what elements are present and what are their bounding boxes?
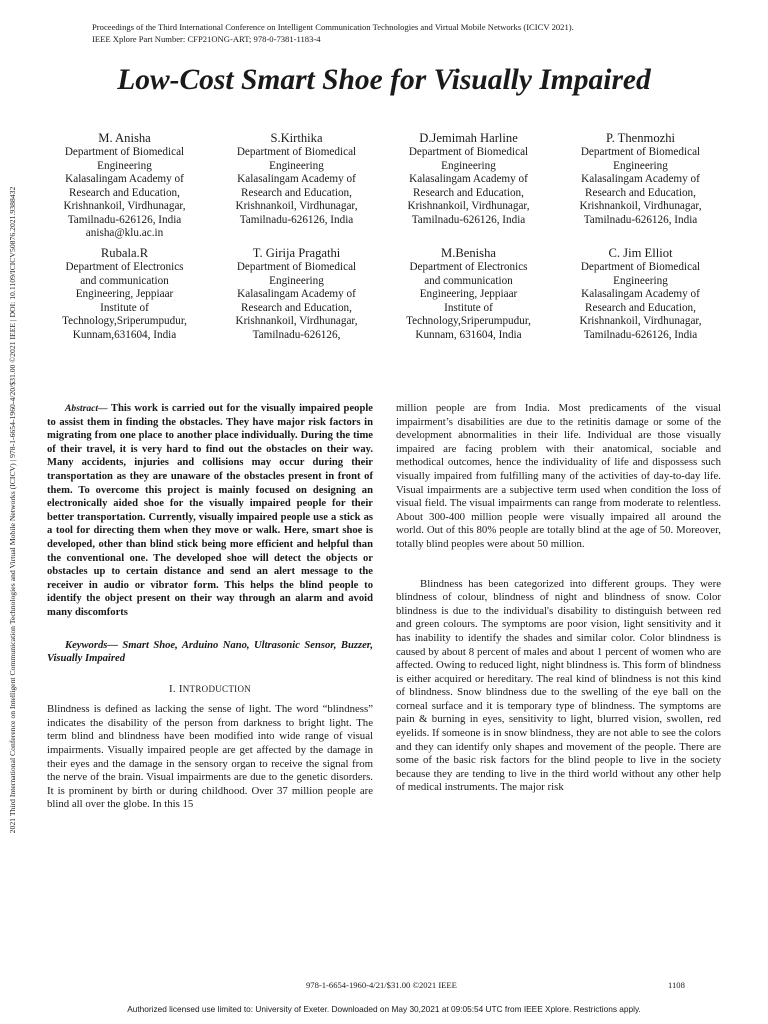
author-name: P. Thenmozhi [605, 131, 676, 145]
author-affil-line: Department of Biomedical [580, 261, 701, 273]
author-affil-line: Krishnankoil, Virdhunagar, [63, 200, 186, 212]
author-email[interactable]: anisha@klu.ac.in [85, 227, 164, 239]
author-affil-line: Tamilnadu-626126, India [239, 213, 354, 226]
author-affil-line: Research and Education, [241, 186, 352, 199]
author-affil-line: Kunnam,631604, India [72, 328, 177, 341]
proceedings-line: Proceedings of the Third International Conference on Intelligent Communication Technologies and Virtual Mobile Networks (ICICV 2021). [92, 22, 574, 32]
author-name: S.Kirthika [270, 131, 323, 145]
section-title-initial: I [178, 682, 183, 695]
author-affil-line: Engineering [269, 159, 324, 172]
author-affil-line: Tamilnadu-626126, India [411, 213, 526, 226]
author-affil-line: Krishnankoil, Virdhunagar, [235, 315, 358, 327]
author-affil-line: Kalasalingam Academy of [237, 288, 356, 300]
author-affil-line: Engineering, Jeppiaar [75, 288, 174, 300]
author-affil-line: Research and Education, [585, 301, 696, 314]
side-citation: 2021 Third International Conference on Intelligent Communication Technologies and Virtual Mobile Networks (ICICV) | 978-1-6654-1960-4/20/$31.00 ©2021 IEEE | DOI: 10.1109/ICICV50876.2021.9388432 [8, 186, 17, 834]
author-affil-line: Kalasalingam Academy of [65, 173, 184, 185]
author-block [558, 245, 723, 342]
author-name: M.Benisha [441, 246, 496, 260]
author-affil-line: Department of Electronics [409, 261, 528, 273]
author-affil-line: Research and Education, [69, 186, 180, 199]
author-affil-line: Kalasalingam Academy of [581, 288, 700, 300]
author-affil-line: Research and Education, [241, 301, 352, 314]
author-affil-line: Institute of [444, 301, 493, 314]
section-number: I. [168, 682, 176, 695]
author-affil-line: Tamilnadu-626126, [252, 328, 341, 341]
body-paragraph: Blindness has been categorized into different groups. They were blindness of colour, blindness of night and blindness of snow. Color blindness is due to the individual's disability to distinguish between red and green colours. The symptoms are poor vision, light sensitivity and it has inability to identify the shades and similar color. Color blindness is caused by about 8 percent of males and about 1 percent of women who are affected. Owing to reduced light, night blindness is. This form of blindness is either acquired or hereditary. The real kind of blindness is not this kind of blindness. Snow blindness due to the swelling of the eye ball on the corneal surface and it is temporary type of blindness. The symptoms are pain & burning in eyes, sensitivity to light, blurred vision, swollen, red eyelids. If someone is in snow blindness, they are not able to see the colors and they can identify only shapes and movement of the people. There are some of the basic risk factors for the blind people to live in the society because they are tending to live in the third world without any other help of medical instruments. The major risk [396, 577, 721, 794]
page-number: 1108 [668, 980, 685, 990]
author-block [214, 130, 379, 227]
author-name: Rubala.R [100, 246, 149, 260]
author-block [386, 130, 551, 227]
author-affil-line: Kunnam, 631604, India [415, 328, 522, 341]
author-block [42, 130, 207, 241]
author-affil-line: Department of Biomedical [408, 146, 529, 158]
author-affil-line: Tamilnadu-626126, India [583, 213, 698, 226]
author-affil-line: Kalasalingam Academy of [409, 173, 528, 185]
author-block [42, 245, 207, 342]
author-affil-line: Research and Education, [585, 186, 696, 199]
author-affil-line: Research and Education, [413, 186, 524, 199]
ieee-part-number: IEEE Xplore Part Number: CFP21ONG-ART; 978-0-7381-1183-4 [92, 34, 321, 44]
keywords-label: Keywords— [65, 639, 118, 651]
footer-code: 978-1-6654-1960-4/21/$31.00 ©2021 IEEE [306, 980, 457, 990]
author-block [558, 130, 723, 227]
author-affil-line: and communication [80, 274, 169, 287]
section-heading-introduction [47, 683, 373, 697]
abstract [47, 402, 373, 620]
author-affil-line: Department of Biomedical [236, 146, 357, 158]
abstract-label: Abstract— [65, 403, 108, 414]
author-affil-line: Krishnankoil, Virdhunagar, [579, 315, 702, 327]
author-block [386, 245, 551, 342]
author-affil-line: Engineering [269, 274, 324, 287]
author-block [214, 245, 379, 342]
author-affil-line: and communication [424, 274, 513, 287]
author-affil-line: Engineering [613, 159, 668, 172]
keywords-text: Smart Shoe, Arduino Nano, Ultrasonic Sensor, Buzzer, Visually Impaired [47, 639, 373, 665]
left-column [47, 402, 373, 812]
keywords [47, 639, 373, 666]
author-affil-line: Krishnankoil, Virdhunagar, [579, 200, 702, 212]
abstract-text: This work is carried out for the visually impaired people to assist them in finding the obstacles. They have major risk factors in migrating from one place to another place individually. During the time of their travel, it is very hard to find out the obstacles on their way. Many accidents, injuries and collisions may occur during their transportation as they are unaware of the obstacles present in front of them. To overcome this project is mainly focused on designing an electronically aided shoe for the visually impaired people for their better transportation. Currently, visually impaired people use a stick as a tool for directing them when they move or walk. Here, smart shoe is developed, other than blind stick being more efficient and helpful than the conventional one. The developed shoe will detect the objects or obstacles up to certain distance and send an alert message to the receiver in audio or vibrator form. This helps the blind people to identify the object present on their way through an alarm and avoid many discomforts [47, 403, 373, 618]
author-affil-line: Engineering [441, 159, 496, 172]
author-affil-line: Engineering [97, 159, 152, 172]
author-affil-line: Department of Biomedical [580, 146, 701, 158]
author-affil-line: Department of Biomedical [236, 261, 357, 273]
author-affil-line: Tamilnadu-626126, India [583, 328, 698, 341]
intro-paragraph: Blindness is defined as lacking the sense of light. The word “blindness” indicates the disability of the person from darkness to bright light. The term blind and blindness have been modified into wide range of visual impairments. Visually impaired people are get affected by the damage in their eyes and the damage in the sensory organ to receive the signal from the nerve of the brain. Visual impairments are due to the genetic disorders. It is prominent by birth or during childhood. Over 37 million people are blind all over the globe. In this 15 [47, 703, 373, 811]
author-affil-line: Technology,Sriperumpudur, [62, 315, 187, 327]
author-affil-line: Department of Electronics [65, 261, 184, 273]
author-affil-line: Kalasalingam Academy of [237, 173, 356, 185]
author-affil-line: Institute of [100, 301, 149, 314]
section-title-rest: NTRODUCTION [182, 683, 252, 694]
author-affil-line: Engineering, Jeppiaar [419, 288, 518, 300]
author-affil-line: Krishnankoil, Virdhunagar, [407, 200, 530, 212]
author-affil-line: Krishnankoil, Virdhunagar, [235, 200, 358, 212]
license-notice: Authorized licensed use limited to: University of Exeter. Downloaded on May 30,2021 at 09:05:54 UTC from IEEE Xplore. Restrictions apply. [127, 1004, 641, 1014]
right-column [396, 402, 721, 795]
author-affil-line: Department of Biomedical [64, 146, 185, 158]
author-name: C. Jim Elliot [608, 246, 673, 260]
author-affil-line: Technology,Sriperumpudur, [406, 315, 531, 327]
author-affil-line: Tamilnadu-626126, India [67, 213, 182, 226]
author-name: T. Girija Pragathi [252, 246, 341, 260]
body-paragraph: million people are from India. Most predicaments of the visual impairment’s disabilities are due to the retinitis damage or some of the development abnormalities in their life. Individual are those visually impaired are facing problem with their anatomical, sociable and methodical outcomes, hence the individuality of life and dispossess such visually impaired from fulfilling many of the activities of day-to-day life. Visual impairments are a subjective term used when condition the loss of visual field. The visual impairments can range from moderate to relentless. About 300-400 million people were visually impaired all around the world. Out of this 80% people are totally blind at the age of 50. Moreover, totally blind peoples were about 50 million. [396, 402, 721, 550]
paper-title: Low-Cost Smart Shoe for Visually Impaired [117, 64, 651, 96]
author-name: M. Anisha [98, 131, 151, 145]
author-affil-line: Engineering [613, 274, 668, 287]
author-name: D.Jemimah Harline [419, 131, 518, 145]
author-affil-line: Kalasalingam Academy of [581, 173, 700, 185]
